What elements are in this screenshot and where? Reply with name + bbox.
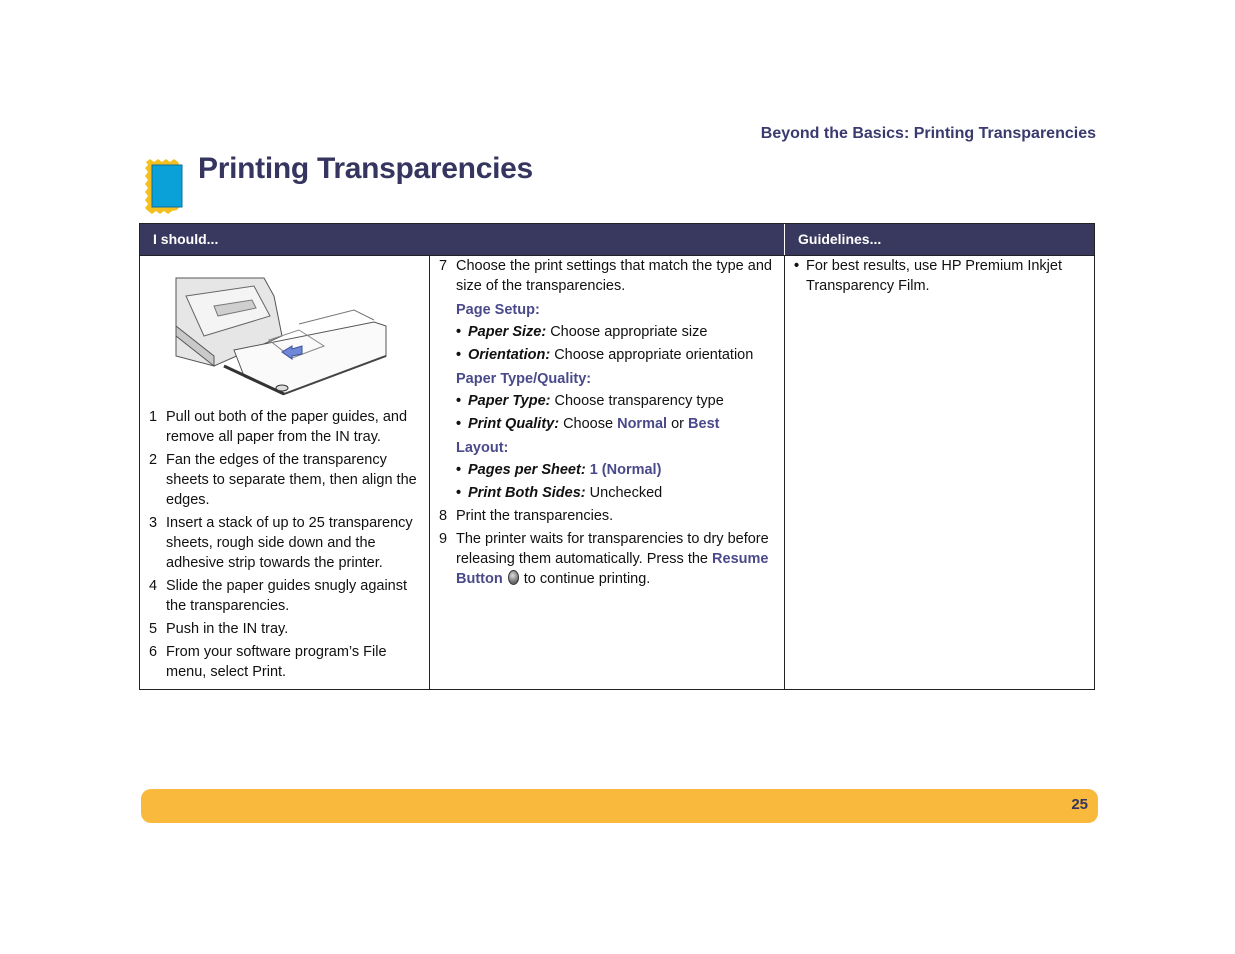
step-text: Slide the paper guides snugly against the transparencies. bbox=[166, 578, 408, 614]
setting-value: or bbox=[671, 416, 684, 432]
steps-column-middle bbox=[430, 255, 785, 689]
step-text: Choose the print settings that match the type and size of the transparencies. bbox=[456, 258, 772, 294]
setting-label: Pages per Sheet: bbox=[468, 462, 586, 478]
bullet: • bbox=[456, 485, 462, 501]
steps-1-to-6 bbox=[149, 407, 421, 685]
step-7 bbox=[439, 256, 776, 296]
print-quality-setting bbox=[439, 414, 776, 434]
bullet: • bbox=[456, 347, 462, 363]
step-6 bbox=[149, 642, 421, 682]
step-number: 3 bbox=[149, 515, 158, 531]
paper-size-setting bbox=[439, 322, 776, 342]
setting-label: Paper Size: bbox=[468, 324, 547, 340]
steps-7-to-9 bbox=[439, 256, 776, 592]
layout-heading: Layout: bbox=[456, 440, 509, 456]
step-number: 2 bbox=[149, 452, 158, 468]
bullet: • bbox=[456, 416, 462, 432]
paper-type-quality-heading: Paper Type/Quality: bbox=[456, 371, 592, 387]
step-9 bbox=[439, 529, 776, 589]
setting-label: Paper Type: bbox=[468, 393, 551, 409]
step-text: Pull out both of the paper guides, and remove all paper from the IN tray. bbox=[166, 409, 408, 445]
resume-button-label: Resume Button bbox=[456, 551, 769, 587]
step-number: 5 bbox=[149, 621, 158, 637]
setting-value: Choose appropriate size bbox=[550, 324, 708, 340]
bullet: • bbox=[456, 393, 462, 409]
step-8 bbox=[439, 506, 776, 526]
step-number: 4 bbox=[149, 578, 158, 594]
guideline-item bbox=[785, 256, 1084, 296]
steps-column-left bbox=[140, 255, 430, 689]
step-text: Fan the edges of the transparency sheets to separate them, then align the edges. bbox=[166, 452, 417, 508]
step-number: 9 bbox=[439, 531, 448, 547]
setting-label: Print Both Sides: bbox=[468, 485, 586, 501]
page-title: Printing Transparencies bbox=[198, 152, 533, 185]
page-number: 25 bbox=[1071, 796, 1088, 813]
setting-value: Choose transparency type bbox=[554, 393, 724, 409]
step-1 bbox=[149, 407, 421, 447]
guidelines-column bbox=[785, 255, 1094, 689]
quality-best-option: Best bbox=[688, 416, 720, 432]
step-text: The printer waits for transparencies to dry before releasing them automatically. Press the bbox=[456, 531, 769, 567]
step-number: 8 bbox=[439, 508, 448, 524]
page-setup-heading: Page Setup: bbox=[456, 302, 540, 318]
col-header-i-should: I should... bbox=[140, 224, 785, 255]
quality-normal-option: Normal bbox=[617, 416, 668, 432]
setting-label: Orientation: bbox=[468, 347, 551, 363]
resume-button-icon bbox=[508, 570, 519, 585]
pages-per-sheet-setting bbox=[439, 460, 776, 480]
transparency-sheet-icon bbox=[142, 158, 194, 214]
step-text: Push in the IN tray. bbox=[166, 621, 289, 637]
orientation-setting bbox=[439, 345, 776, 365]
step-number: 1 bbox=[149, 409, 158, 425]
step-text: Print the transparencies. bbox=[456, 508, 614, 524]
footer-bar bbox=[141, 789, 1098, 823]
step-text: Insert a stack of up to 25 transparency sheets, rough side down and the adhesive strip towards the printer. bbox=[166, 515, 413, 571]
print-both-sides-setting bbox=[439, 483, 776, 503]
running-head: Beyond the Basics: Printing Transparencies bbox=[760, 125, 1096, 142]
instructions-table bbox=[139, 223, 1095, 690]
col-header-guidelines: Guidelines... bbox=[785, 224, 1094, 255]
step-text: to continue printing. bbox=[523, 571, 651, 587]
setting-label: Print Quality: bbox=[468, 416, 560, 432]
step-number: 7 bbox=[439, 258, 448, 274]
paper-type-setting bbox=[439, 391, 776, 411]
step-number: 6 bbox=[149, 644, 158, 660]
bullet: • bbox=[456, 462, 462, 478]
bullet: • bbox=[456, 324, 462, 340]
setting-value: Choose appropriate orientation bbox=[554, 347, 754, 363]
step-text: From your software program’s File menu, select Print. bbox=[166, 644, 387, 680]
guideline-text: For best results, use HP Premium Inkjet Transparency Film. bbox=[806, 258, 1062, 294]
printer-in-tray-illustration bbox=[174, 276, 390, 400]
setting-value: Unchecked bbox=[589, 485, 663, 501]
step-4 bbox=[149, 576, 421, 616]
setting-value: 1 (Normal) bbox=[589, 462, 662, 478]
step-3 bbox=[149, 513, 421, 573]
step-2 bbox=[149, 450, 421, 510]
setting-value: Choose bbox=[563, 416, 614, 432]
step-5 bbox=[149, 619, 421, 639]
bullet: • bbox=[794, 258, 800, 274]
